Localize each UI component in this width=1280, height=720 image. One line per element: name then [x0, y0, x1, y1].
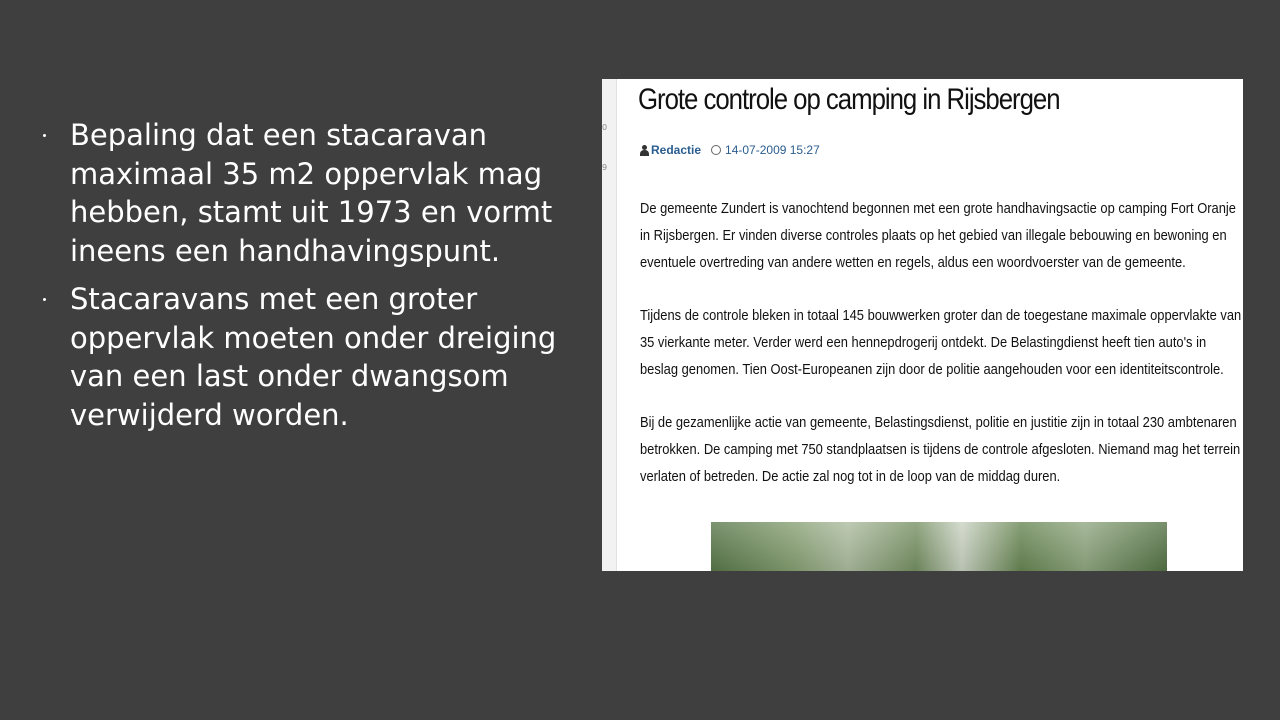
bullet-dot-icon	[43, 298, 46, 301]
author-link[interactable]: Redactie	[651, 143, 702, 157]
article-paragraph: Bij de gezamenlijke actie van gemeente, Belastingsdienst, politie en justitie zijn in totaal 230 ambtenaren betrokken. De camping met 750 standplaatsen is tijdens de controle afgesloten. Niemand mag het terrein verlaten of betreden. De actie zal nog tot in de loop van de middag duren.	[640, 414, 1241, 485]
article-date: 14-07-2009 15:27	[725, 143, 820, 157]
strip-mark: 9	[602, 163, 608, 172]
article-screenshot	[602, 79, 1243, 571]
article-headline: Grote controle op camping in Rijsbergen	[638, 83, 1060, 116]
article-meta	[640, 143, 820, 157]
article-body	[640, 195, 1240, 516]
article-photo	[711, 522, 1167, 571]
bullet-list	[40, 116, 588, 444]
bullet-dot-icon	[43, 134, 46, 137]
article-left-strip	[602, 79, 617, 571]
person-icon	[640, 145, 649, 156]
strip-mark: 0	[602, 123, 608, 132]
bullet-item	[40, 116, 588, 270]
bullet-text: Bepaling dat een stacaravan maximaal 35 m2 oppervlak mag hebben, stamt uit 1973 en vormt ineens een handhavingspunt.	[70, 118, 553, 268]
article-paragraph: Tijdens de controle bleken in totaal 145 bouwwerken groter dan de toegestane maximale oppervlakte van 35 vierkante meter. Verder werd een hennepdrogerij ontdekt. De Belastingdienst heeft tien auto's in beslag genomen. Tien Oost-Europeanen zijn door de politie aangehouden voor een identiteitscontrole.	[640, 307, 1242, 378]
article-paragraph: De gemeente Zundert is vanochtend begonnen met een grote handhavingsactie op camping Fort Oranje in Rijsbergen. Er vinden diverse controles plaats op het gebied van illegale bebouwing en bewoning en eventuele overtreding van andere wetten en regels, aldus een woordvoerster van de gemeente.	[640, 200, 1236, 271]
clock-icon	[711, 145, 721, 155]
bullet-text: Stacaravans met een groter oppervlak moeten onder dreiging van een last onder dwangsom verwijderd worden.	[70, 282, 557, 432]
photo-shade	[711, 522, 1167, 571]
bullet-item	[40, 280, 588, 434]
